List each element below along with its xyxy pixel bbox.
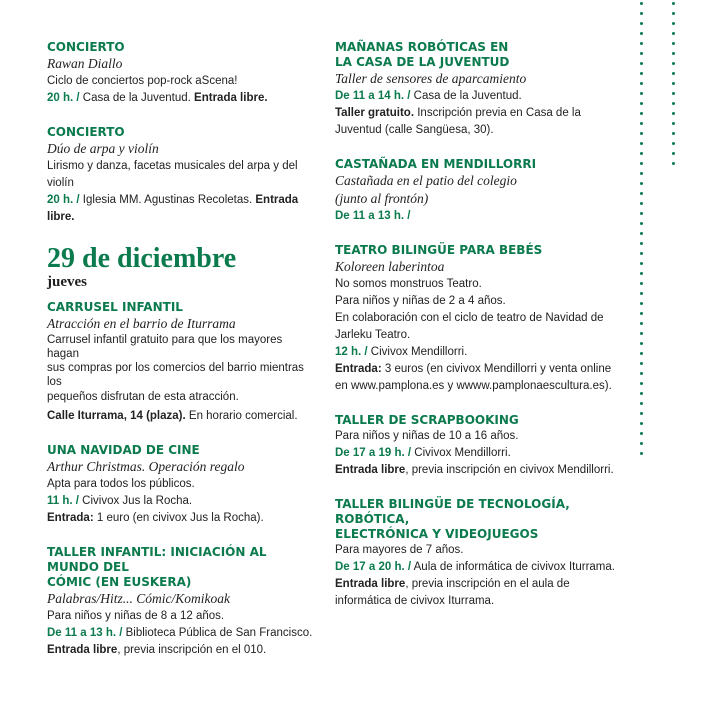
event-description-2: Para niños y niñas de 2 a 4 años. (335, 295, 506, 307)
event-title: TEATRO BILINGÜE PARA BEBÉS (335, 243, 543, 257)
event-place: Casa de la Juventud. (79, 92, 195, 104)
decorative-dot (672, 152, 675, 155)
right-column (335, 40, 625, 628)
decorative-dot (640, 82, 643, 85)
decorative-dot (672, 42, 675, 45)
event-entry-2: en www.pamplona.es y wwww.pamplonaescultura.es). (335, 380, 612, 392)
event-place: Casa de la Juventud. (410, 90, 522, 102)
decorative-dot (640, 342, 643, 345)
decorative-dot (640, 172, 643, 175)
decorative-dot (672, 82, 675, 85)
event-entry-label: Entrada: (47, 512, 94, 524)
event-taller-tecnologia (335, 497, 625, 610)
decorative-dot (640, 12, 643, 15)
decorative-dot (640, 202, 643, 205)
event-time (335, 208, 625, 225)
event-castanada (335, 157, 625, 225)
decorative-dot (640, 332, 643, 335)
event-description-3: En colaboración con el ciclo de teatro de Navidad de (335, 312, 604, 324)
event-entry-bold: Entrada libre (335, 578, 406, 590)
event-hours: En horario comercial. (185, 410, 298, 422)
event-place: Iglesia MM. Agustinas Recoletas. (79, 194, 256, 206)
event-place: Aula de informática de civivox Iturrama. (411, 561, 615, 573)
dotted-border-right (672, 2, 676, 172)
event-entry-text: , previa inscripción en el 010. (117, 644, 267, 656)
event-time-place (335, 559, 625, 576)
event-entry (335, 462, 625, 479)
event-time-place (47, 90, 317, 107)
decorative-dot (640, 62, 643, 65)
event-entry (47, 510, 317, 527)
event-teatro-bebes (335, 243, 625, 395)
event-scrapbooking (335, 413, 625, 479)
event-entry: Entrada libre. (47, 194, 299, 223)
event-subtitle-1: Castañada en el patio del colegio (335, 173, 517, 188)
event-title: CARRUSEL INFANTIL (47, 300, 183, 314)
decorative-dot (640, 352, 643, 355)
event-entry-2: informática de civivox Iturrama. (335, 595, 495, 607)
decorative-dot (640, 302, 643, 305)
event-description-1: Carrusel infantil gratuito para que los mayores hagan (47, 334, 283, 360)
event-title: CONCIERTO (47, 40, 125, 54)
event-entry-1 (335, 361, 625, 378)
event-place: Civivox Mendillorri. (411, 447, 511, 459)
decorative-dot (672, 142, 675, 145)
decorative-dot (640, 32, 643, 35)
decorative-dot (640, 392, 643, 395)
decorative-dot (640, 432, 643, 435)
decorative-dot (672, 162, 675, 165)
event-entry (47, 642, 317, 659)
event-time-place (47, 625, 317, 642)
decorative-dot (672, 122, 675, 125)
decorative-dot (640, 192, 643, 195)
event-entry-text: 1 euro (en civivox Jus la Rocha). (93, 512, 264, 524)
event-time-text: De 11 a 13 h. / (335, 210, 411, 222)
event-title: TALLER DE SCRAPBOOKING (335, 413, 519, 427)
event-time: De 17 a 20 h. / (335, 561, 412, 573)
event-navidad-cine (47, 443, 317, 527)
date-heading: 29 de diciembre (47, 243, 237, 274)
decorative-dot (672, 92, 675, 95)
event-time: 11 h. / (47, 495, 79, 507)
event-place: Biblioteca Pública de San Francisco. (122, 627, 313, 639)
decorative-dot (640, 242, 643, 245)
event-time-place (47, 493, 317, 510)
decorative-dot (672, 12, 675, 15)
event-time: De 17 a 19 h. / (335, 447, 412, 459)
event-description: Para niños y niñas de 8 a 12 años. (47, 610, 225, 622)
event-taller-comic (47, 545, 317, 659)
event-description-3: pequeños disfrutan de esta atracción. (47, 391, 239, 403)
decorative-dot (672, 22, 675, 25)
event-entry-text: , previa inscripción en civivox Mendillorri. (405, 464, 614, 476)
decorative-dot (640, 52, 643, 55)
event-place: Calle Iturrama, 14 (plaza). (47, 410, 186, 422)
decorative-dot (640, 92, 643, 95)
left-column (47, 40, 317, 677)
event-concierto-arpa (47, 125, 317, 226)
event-info-bold: Taller gratuito. (335, 107, 415, 119)
event-title-1: MAÑANAS ROBÓTICAS EN (335, 40, 509, 54)
event-title-1: TALLER BILINGÜE DE TECNOLOGÍA, ROBÓTICA, (335, 497, 570, 526)
decorative-dot (640, 382, 643, 385)
day-name: jueves (47, 274, 87, 290)
decorative-dot (672, 32, 675, 35)
decorative-dot (640, 22, 643, 25)
event-time: De 11 a 13 h. / (47, 627, 123, 639)
decorative-dot (640, 132, 643, 135)
event-description-2: sus compras por los comercios del barrio mientras los (47, 362, 304, 388)
event-description: Lirismo y danza, facetas musicales del arpa y del violín (47, 160, 298, 189)
decorative-dot (640, 42, 643, 45)
event-info-text: Inscripción previa en Casa de la (414, 107, 581, 119)
event-title: UNA NAVIDAD DE CINE (47, 443, 200, 457)
decorative-dot (640, 422, 643, 425)
event-subtitle: Taller de sensores de aparcamiento (335, 71, 527, 86)
event-title-1: TALLER INFANTIL: INICIACIÓN AL MUNDO DEL (47, 545, 267, 574)
decorative-dot (672, 2, 675, 5)
event-time-place (335, 344, 625, 361)
event-time-place (335, 88, 625, 105)
decorative-dot (672, 132, 675, 135)
decorative-dot (640, 252, 643, 255)
decorative-dot (640, 442, 643, 445)
decorative-dot (640, 312, 643, 315)
event-info-2: Juventud (calle Sangüesa, 30). (335, 124, 494, 136)
event-time: 20 h. / (47, 92, 80, 104)
decorative-dot (640, 142, 643, 145)
decorative-dot (672, 52, 675, 55)
decorative-dot (640, 282, 643, 285)
decorative-dot (672, 72, 675, 75)
event-info-1 (335, 105, 625, 122)
decorative-dot (672, 62, 675, 65)
decorative-dot (640, 2, 643, 5)
event-title: CONCIERTO (47, 125, 125, 139)
event-place: Civivox Mendillorri. (367, 346, 468, 358)
decorative-dot (640, 102, 643, 105)
event-description: Para mayores de 7 años. (335, 544, 464, 556)
event-subtitle: Rawan Diallo (47, 56, 123, 71)
event-subtitle: Palabras/Hitz... Cómic/Komikoak (47, 591, 230, 606)
decorative-dot (640, 232, 643, 235)
decorative-dot (640, 452, 643, 455)
decorative-dot (640, 412, 643, 415)
decorative-dot (640, 112, 643, 115)
event-entry-text: 3 euros (en civivox Mendillorri y venta online (381, 363, 612, 375)
decorative-dot (672, 112, 675, 115)
decorative-dot (672, 102, 675, 105)
decorative-dot (640, 372, 643, 375)
decorative-dot (640, 152, 643, 155)
event-place: Civivox Jus la Rocha. (78, 495, 193, 507)
event-time-place (47, 192, 317, 226)
event-description: Ciclo de conciertos pop-rock aScena! (47, 75, 238, 87)
decorative-dot (640, 402, 643, 405)
decorative-dot (640, 72, 643, 75)
event-entry: Entrada libre. (194, 92, 268, 104)
decorative-dot (640, 122, 643, 125)
decorative-dot (640, 322, 643, 325)
dotted-border-left (640, 2, 644, 462)
event-subtitle: Atracción en el barrio de Iturrama (47, 316, 236, 331)
event-subtitle: Dúo de arpa y violín (47, 141, 159, 156)
event-subtitle: Arthur Christmas. Operación regalo (47, 459, 245, 474)
event-description-4: Jarleku Teatro. (335, 329, 411, 341)
event-entry-bold: Entrada libre (335, 464, 406, 476)
event-subtitle-2: (junto al frontón) (335, 191, 429, 206)
event-title-2: CÓMIC (EN EUSKERA) (47, 575, 192, 589)
event-concierto-rawan (47, 40, 317, 107)
decorative-dot (640, 292, 643, 295)
decorative-dot (640, 362, 643, 365)
event-entry-label: Entrada: (335, 363, 382, 375)
decorative-dot (640, 222, 643, 225)
event-description-1: No somos monstruos Teatro. (335, 278, 482, 290)
event-carrusel (47, 300, 317, 425)
decorative-dot (640, 262, 643, 265)
event-place-hours (47, 408, 317, 425)
event-description: Para niños y niñas de 10 a 16 años. (335, 430, 519, 442)
event-description: Apta para todos los públicos. (47, 478, 195, 490)
decorative-dot (640, 272, 643, 275)
event-entry-1 (335, 576, 625, 593)
event-time-place (335, 445, 625, 462)
event-time: 12 h. / (335, 346, 368, 358)
event-title-2: LA CASA DE LA JUVENTUD (335, 55, 510, 69)
decorative-dot (640, 182, 643, 185)
event-time: De 11 a 14 h. / (335, 90, 411, 102)
event-entry-text: , previa inscripción en el aula de (405, 578, 570, 590)
event-title: CASTAÑADA EN MENDILLORRI (335, 157, 537, 171)
event-subtitle: Koloreen laberintoa (335, 259, 445, 274)
decorative-dot (640, 212, 643, 215)
event-entry-bold: Entrada libre (47, 644, 118, 656)
event-mananas-roboticas (335, 40, 625, 139)
decorative-dot (640, 162, 643, 165)
event-title-2: ELECTRÓNICA Y VIDEOJUEGOS (335, 527, 539, 541)
event-time: 20 h. / (47, 194, 80, 206)
